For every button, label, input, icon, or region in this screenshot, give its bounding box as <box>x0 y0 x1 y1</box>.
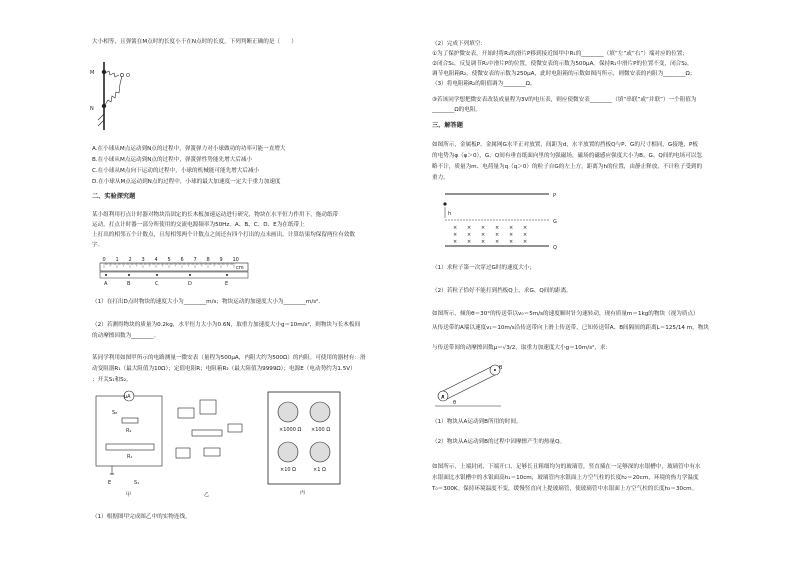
figure-jia: 甲 <box>126 492 132 498</box>
experiment1-line: 运动。打点计时器一部分所使用的交流电源频率为50Hz。A、B、C、D、E为在纸带上 <box>92 222 305 228</box>
tape-point-b: B <box>127 281 131 287</box>
ruler-number: 10 <box>232 257 239 263</box>
right-column <box>397 0 794 562</box>
figure-yi: 乙 <box>204 492 210 498</box>
option-b: B.在小球从M点运动到N点的过程中，弹簧弹性势能先增大后减小 <box>92 157 253 163</box>
problem3-line: T₀＝300K。保持环境温度不变，缓慢竖直向上提玻璃管，使玻璃管中水银面上方空气柱的长度h₃＝30cm。 <box>432 486 698 492</box>
label-s2: S₂ <box>112 410 118 416</box>
label-e: E <box>108 480 112 486</box>
magnetic-field-cross: × <box>523 232 528 238</box>
ruler-number: 1 <box>115 257 119 263</box>
ruler-number: 7 <box>193 257 197 263</box>
fill-in-extra: ③若该同学想把微安表改装成量程为3V的电压表，则应使微安表________（填“串联”或“并联”）一个阻值为 <box>432 97 697 103</box>
problem1-line: 如图所示，金属板P、金属网G水平正对放置，间距为d，水平放置的挡板Q与P、G的尺寸相同，G接地，P板 <box>432 142 699 148</box>
experiment2-line: 某同学利用如图甲所示的电路测量一微安表（量程为500μA，内阻大约为500Ω）的内阻。可使用的器材有：滑 <box>92 355 366 361</box>
magnetic-field-cross: × <box>509 239 514 245</box>
dial-x1000: ×1000 Ω <box>279 427 302 433</box>
angle-theta: θ <box>453 400 457 406</box>
problem1-line: 略不计，质量为m、电荷量为q（q＞0）的粒子自G的左上方，距离为h的位置，由静止释放，不计粒子受到的 <box>432 164 703 170</box>
magnetic-field-cross: × <box>453 232 458 238</box>
magnetic-field-cross: × <box>495 225 500 231</box>
fill-in-line: （3）将电阻箱R₂的阻值调为________Ω。 <box>432 81 536 87</box>
microammeter-label: μA <box>124 394 131 400</box>
fill-in-line: 调节电阻箱R₂，使微安表的示数为250μA，此时电阻箱的示数如图丙所示，则微安表的内阻为________Ω； <box>432 71 696 77</box>
ruler-number: 5 <box>167 257 171 263</box>
fill-in-title: （2）完成下列填空： <box>432 41 486 47</box>
fill-in-line: ①为了保护微安表，开始时将R₁的滑片P移到接近图甲中R₁的________（填“左”或“右”）端对应的位置； <box>432 51 688 57</box>
label-o: O <box>126 73 130 79</box>
dial-x1: ×1 Ω <box>313 467 326 473</box>
magnetic-field-cross: × <box>481 239 486 245</box>
label-n: N <box>90 106 94 112</box>
dial-x10: ×10 Ω <box>280 467 296 473</box>
magnetic-field-cross: × <box>495 239 500 245</box>
magnetic-field-cross: × <box>453 225 458 231</box>
point-b: B <box>499 365 503 371</box>
ruler-number: 2 <box>128 257 132 263</box>
question-2-line: 的动摩擦因数为________。 <box>92 333 160 339</box>
problem2-line: 如图所示，倾角θ＝30°的传送带以v₀＝5m/s的速度顺时针匀速转动，现有质量m＝1kg的物块（视为质点） <box>432 311 699 317</box>
experiment1-line: 上打出的相邻五个计数点，且每相邻两个计数点之间还有四个打出的点未画出。计算结果均保留两位有效数 <box>92 232 355 238</box>
fill-in-line: ②闭合S₁，反复调节R₁中滑片P的位置，使微安表的示数为500μA。保持R₁中滑片P的位置不变，闭合S₂， <box>432 61 693 67</box>
problem3-line: 水银面比水银槽中的水银面高h₁＝10cm，玻璃管内水银面上方空气柱的长度h₂＝20cm，环境的热力学温度 <box>432 475 699 481</box>
experiment1-line: 字。 <box>92 242 104 248</box>
field-figure <box>439 190 569 250</box>
problem2-line: 从传送带的A端以速度v₁＝10m/s沿传送带向上滑上传送带，已知传送带A、B间隔间的距离L＝125/14 m，物块 <box>432 325 709 331</box>
fill-in-extra: ________Ω的电阻。 <box>432 107 482 113</box>
problem1-line: 的电势为φ（φ＞0），G、Q间有垂直纸面向里的匀强磁场，磁场的磁感应强度大小为B。G、Q间的电场可以忽 <box>432 153 702 159</box>
magnetic-field-cross: × <box>467 232 472 238</box>
problem1-question-2: （2）若粒子恰好不能打到挡板Q上，求G、Q间的距离。 <box>432 288 572 294</box>
label-s1: S₁ <box>134 480 140 486</box>
spring-figure <box>90 60 150 132</box>
magnetic-field-cross: × <box>481 232 486 238</box>
point-a: A <box>441 395 445 401</box>
label-r2: R₂ <box>126 428 132 434</box>
magnetic-field-cross: × <box>453 239 458 245</box>
magnetic-field-cross: × <box>509 232 514 238</box>
problem1-question-1: （1）求粒子第一次穿过G时的速度大小； <box>432 265 535 271</box>
option-c: C.在小球从M点向下运动的过程中，小球的机械能可能先增大后减小 <box>92 168 260 174</box>
dial-x100: ×100 Ω <box>311 427 331 433</box>
ruler-number: 6 <box>180 257 184 263</box>
tape-point-a: A <box>104 281 108 287</box>
problem2-question-2: （2）物块从A运动到B的过程中因摩擦产生的热量Q。 <box>432 439 566 445</box>
ruler-unit: cm <box>236 265 244 271</box>
tape-ruler-figure <box>100 254 250 286</box>
plate-q: Q <box>553 245 557 251</box>
question-2-line: （2）若测得物块的质量为0.2kg，水平恒力大小为0.6N，取重力加速度大小g＝10m/s²，则物块与长木板间 <box>92 322 361 328</box>
option-d: D.在小球从M点运动到N点的过程中，小球的最大加速度一定大于重力加速度 <box>92 179 281 185</box>
experiment1-line: 某小组利用打点计时器对物块沿固定的长木板加速运动进行研究，物块在水平恒力作用下，拖动纸带 <box>92 212 339 218</box>
ruler-number: 8 <box>206 257 210 263</box>
conveyor-figure <box>435 364 505 409</box>
label-m: M <box>90 70 95 76</box>
magnetic-field-cross: × <box>509 225 514 231</box>
height-h: h <box>448 211 452 217</box>
problem2-line: 与传送带间的动摩擦因数μ＝√3/2，取重力加速度大小g＝10m/s²，求： <box>432 345 612 351</box>
figure-bing: 丙 <box>300 490 306 496</box>
circuit-figure <box>92 388 352 498</box>
plate-p: P <box>553 193 557 199</box>
tape-point-c: C <box>155 281 159 287</box>
problem3-line: 如图所示，上端封闭、下端开口、足够长且粗细均匀的玻璃管，竖直插在一足够深的水银槽中，玻璃管中有水 <box>432 464 701 470</box>
question-intro: 大小相等，且弹簧在M点时的长度小于在N点时的长度，下列判断正确的是（ ） <box>92 39 297 45</box>
magnetic-field-cross: × <box>481 225 486 231</box>
experiment2-line: ；开关S₁和S₂。 <box>92 377 132 383</box>
magnetic-field-cross: × <box>523 239 528 245</box>
label-r1: R₁ <box>127 454 133 460</box>
option-a: A.在小球从M点运动到N点的过程中，弹簧弹力对小球做功的功率可能一直增大 <box>92 146 286 152</box>
question-3: （1）根据图甲完成图乙中的实物连线。 <box>92 514 191 520</box>
tape-point-e: E <box>225 281 229 287</box>
problem2-question-1: （1）物块从A运动到B所用的时间。 <box>432 419 522 425</box>
tape-point-d: D <box>188 281 192 287</box>
magnetic-field-cross: × <box>467 239 472 245</box>
question-1: （1）在打出D点时物块的速度大小为________m/s；物块运动的加速度大小为________m/s². <box>92 299 321 305</box>
ruler-number: 3 <box>141 257 145 263</box>
ruler-number: 4 <box>154 257 158 263</box>
problem1-line: 重力。 <box>432 175 449 181</box>
magnetic-field-cross: × <box>495 232 500 238</box>
magnetic-field-cross: × <box>467 225 472 231</box>
section-heading-answers: 三、解答题 <box>432 122 463 129</box>
experiment2-line: 动变阻器R₁（最大阻值为10Ω）；定值电阻R；电阻箱R₂（最大阻值为9999Ω）；电源E（电动势约为1.5V） <box>92 366 356 372</box>
ruler-number: 0 <box>102 257 106 263</box>
magnetic-field-cross: × <box>523 225 528 231</box>
section-heading-experiment: 二、实验探究题 <box>92 193 136 200</box>
ruler-number: 9 <box>219 257 223 263</box>
grid-g: G <box>553 219 557 225</box>
